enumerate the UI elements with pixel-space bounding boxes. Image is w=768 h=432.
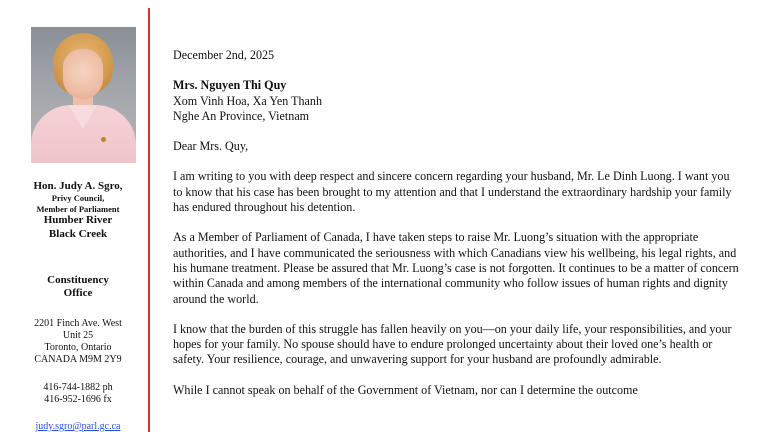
recipient-address-line: Nghe An Province, Vietnam [173,108,310,123]
mp-riding-line1: Humber River [43,214,113,227]
recipient-address-block [173,78,741,124]
address-line: Toronto, Ontario [44,342,112,353]
recipient-name: Mrs. Nguyen Thi Quy [173,78,287,93]
constituency-office-heading [8,274,148,301]
phone-number: 416-744-1882 ph [43,382,113,393]
mp-name: Hon. Judy A. Sgro, [33,180,123,192]
salutation: Dear Mrs. Quy, [173,139,249,154]
letter-body [173,48,741,413]
office-heading-line2: Office [63,287,93,300]
address-line: Unit 25 [62,330,94,341]
fax-number: 416-952-1696 fx [44,394,112,405]
letter-paragraph: As a Member of Parliament of Canada, I have taken steps to raise Mr. Luong’s situation with the appropriate authorities, and I have communicated the seriousness with which Canadians view his wellbeing, his legal rights, and his humane treatment. Please be assured that Mr. Luong’s case is not forgotten. It continues to be a matter of concern within Canada and among members of the international community who follow issues of human rights and dignity around the world. [173,230,739,306]
email-link[interactable]: judy.sgro@parl.gc.ca [35,421,121,432]
letter-paragraph: While I cannot speak on behalf of the Government of Vietnam, nor can I determine the outcome [173,382,638,397]
mp-title-member: Member of Parliament [36,203,120,214]
address-line: 2201 Finch Ave. West [34,318,122,329]
letter-date: December 2nd, 2025 [173,48,275,62]
mp-riding-line2: Black Creek [48,227,108,240]
letter-paragraph: I know that the burden of this struggle has fallen heavily on you—on your daily life, your responsibilities, and your hopes for your family. No spouse should have to endure prolonged uncertainty about their loved one’s health or safety. Your resilience, courage, and unwavering support for your husband are profoundly admirable. [173,321,732,367]
office-phone-numbers [8,382,148,406]
letter-paragraph: I am writing to you with deep respect and sincere concern regarding your husband, Mr. Le Dinh Luong. I want you to know that his case has been brought to my attention and that I understand the extraordinary hardship your family has endured throughout his detention. [173,169,732,215]
address-line: CANADA M9M 2Y9 [34,354,122,365]
mp-title-privy-council: Privy Council, [51,193,105,204]
mp-portrait-photo [31,27,136,163]
mp-name-block [8,180,148,241]
office-heading-line1: Constituency [47,274,109,286]
recipient-address-line: Xom Vinh Hoa, Xa Yen Thanh [173,93,322,108]
office-address [8,318,148,366]
red-divider-line [148,8,150,432]
letterhead-sidebar [0,0,148,432]
